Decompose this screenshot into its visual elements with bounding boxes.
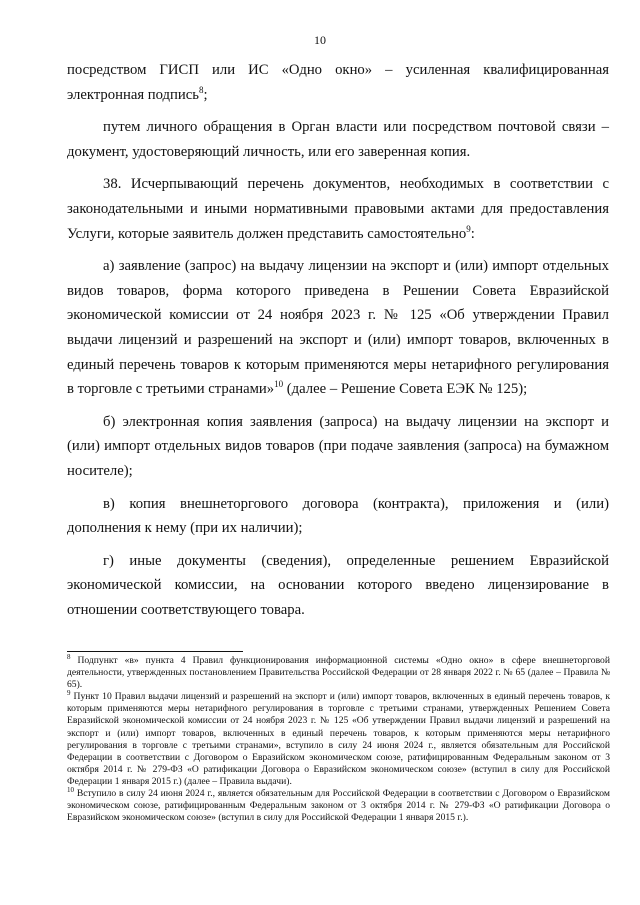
footnote-ref[interactable]: 9 [466,223,471,234]
list-item: в) копия внешнеторгового договора (контракта), приложения и (или) дополнения к нему (при их наличии); [67,495,609,537]
footnotes [67,652,610,824]
footnote: $^{10}$ Вступило в силу 24 июня 2024 г., является обязательным для Российской Федерации в соответствии с Договором о Евразийском экономическом союзе, ратифицированным Федеральным законом от 3 октября 2014 г. № 279-ФЗ «О ратификации Договора о Евразийском экономическом союзе» (вступил в силу для Российской Федерации 1 января 2015 г.). [67,785,610,824]
footnote: $^9$ Пункт 10 Правил выдачи лицензий и разрешений на экспорт и (или) импорт товаров, включенных в единый перечень товаров, к которым применяются меры нетарифного регулирования в торговле с третьими странами, утвержденных Решением Совета Евразийской экономической комиссии от 24 ноября 2023 г. № 125 «Об утверждении Правил выдачи лицензий и разрешений на экспорт и (или) импорт товаров, включенных в единый перечень товаров, к которым применяются меры нетарифного регулирования в торговле с третьими странами», вступило в силу 24 июня 2024 г., является обязательным для Российской Федерации в соответствии с Договором о Евразийском экономическом союзе, ратифицированным Федеральным законом от 3 октября 2014 г. № 279-ФЗ «О ратификации Договора о Евразийском экономическом союзе» (вступил в силу для Российской Федерации 1 января 2015 г.) (далее – Правила выдачи). [67,689,610,787]
footnote-mark: 9 [67,689,71,698]
paragraph: 38. Исчерпывающий перечень документов, необходимых в соответствии с законодательными и иными нормативными правовыми актами для предоставления Услуги, которые заявитель должен представить самостоятельно$^9$: [67,176,609,242]
list-item: г) иные документы (сведения), определенные решением Евразийской экономической комиссии, на основании которого введено лицензирование в отношении соответствующего товара. [67,552,609,618]
footnote-divider [67,651,243,652]
list-item: а) заявление (запрос) на выдачу лицензии на экспорт и (или) импорт отдельных видов товаров, форма которого приведена в Решении Совета Евразийской экономической комиссии от 24 ноября 2023 г. № 125 «Об утверждении Правил выдачи лицензий и разрешений на экспорт и (или) импорт товаров, включенных в единый перечень товаров к которым применяются меры нетарифного регулирования в торговле с третьими странами»$^{10}$ (далее – Решение Совета ЕЭК № 125); [67,258,609,398]
paragraph: путем личного обращения в Орган власти или посредством почтовой связи – документ, удостоверяющий личность, или его заверенная копия. [67,119,609,160]
paragraph: посредством ГИСП или ИС «Одно окно» – усиленная квалифицированная электронная подпись$^8$; [67,62,609,103]
main-text [67,58,609,622]
footnote-mark: 8 [67,652,71,661]
page-number: 10 [314,33,326,47]
footnote: $^8$ Подпункт «в» пункта 4 Правил функционирования информационной системы «Одно окно» в сфере внешнеторговой деятельности, утвержденных постановлением Правительства Российской Федерации от 28 января 2022 г. № 65 (далее – Правила № 65). [67,652,610,691]
footnote-mark: 10 [67,785,74,794]
list-item: б) электронная копия заявления (запроса) на выдачу лицензии на экспорт и (или) импорт отдельных видов товаров (при подаче заявления (запроса) на бумажном носителе); [67,413,609,479]
footnote-ref[interactable]: 8 [198,84,204,95]
footnote-ref[interactable]: 10 [274,379,284,390]
